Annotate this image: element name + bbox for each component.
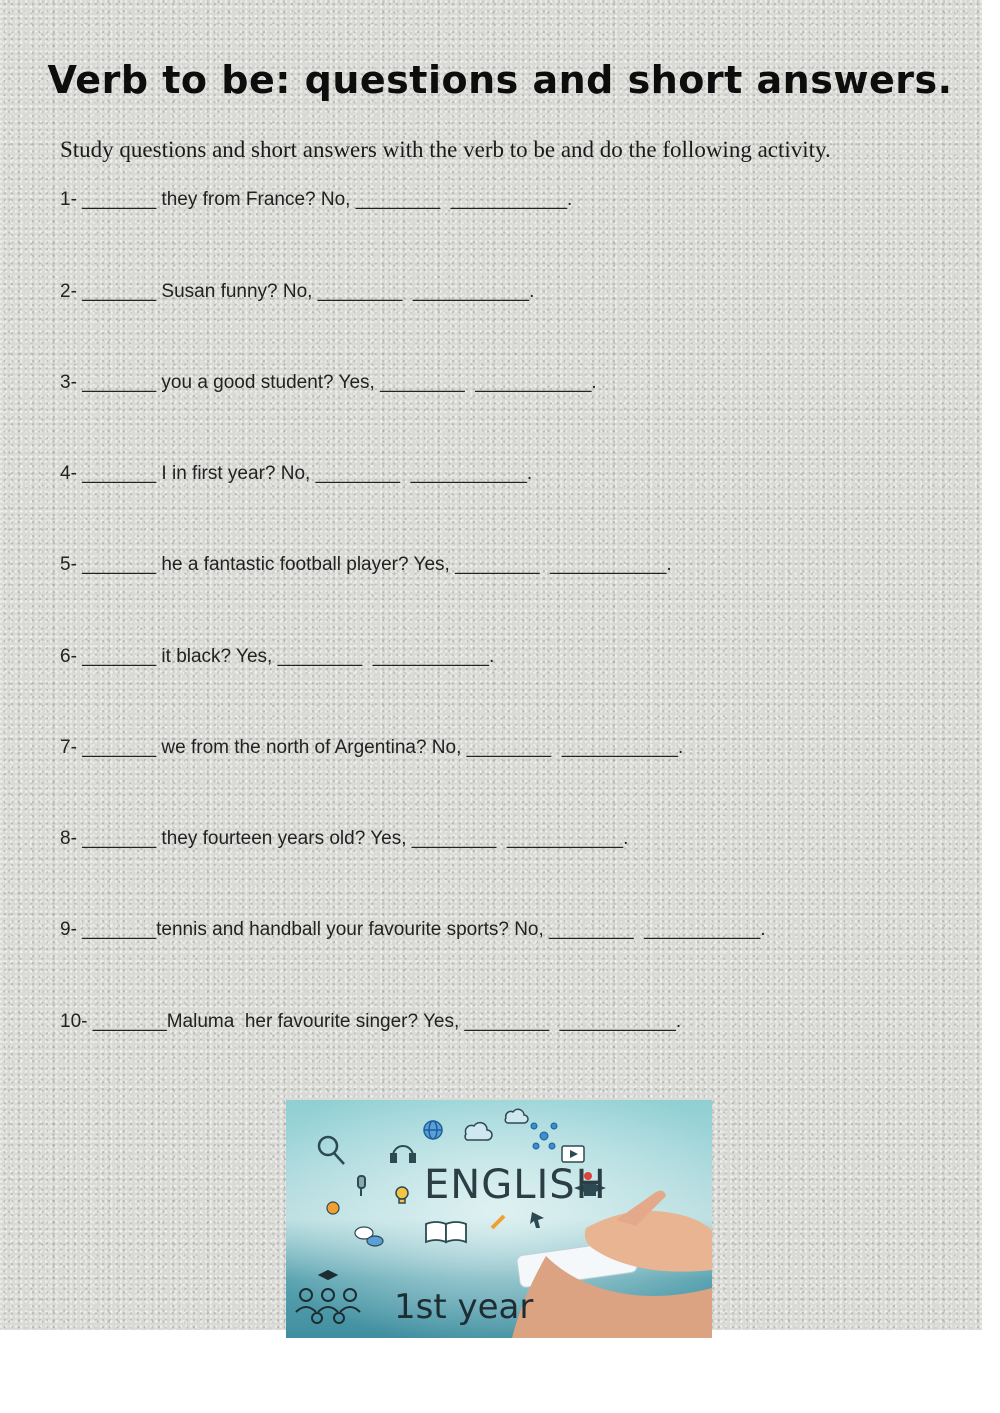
question-1: 1- _______ they from France? No, ________ ___________. — [60, 189, 573, 210]
english-illustration-art — [286, 1100, 712, 1338]
question-7: 7- _______ we from the north of Argentina? No, ________ ___________. — [60, 737, 684, 758]
instructions-text: Study questions and short answers with the verb to be and do the following activity. — [60, 137, 831, 162]
badge-icon — [327, 1202, 339, 1214]
question-5: 5- _______ he a fantastic football player? Yes, ________ ___________. — [60, 554, 672, 575]
worksheet-title: Verb to be: questions and short answers. — [47, 58, 953, 102]
english-illustration — [286, 1100, 712, 1338]
question-10: 10- _______Maluma her favourite singer? Yes, ________ ___________. — [60, 1011, 682, 1032]
book-icon — [426, 1222, 466, 1242]
english-word: ENGLISH — [424, 1162, 607, 1208]
question-3: 3- _______ you a good student? Yes, ________ ___________. — [60, 372, 597, 393]
question-6: 6- _______ it black? Yes, ________ ___________. — [60, 646, 495, 667]
year-caption: 1st year — [394, 1287, 534, 1327]
question-9: 9- _______tennis and handball your favourite sports? No, ________ ___________. — [60, 919, 766, 940]
video-icon — [562, 1146, 584, 1162]
question-2: 2- _______ Susan funny? No, ________ ___________. — [60, 281, 535, 302]
question-8: 8- _______ they fourteen years old? Yes, ________ ___________. — [60, 828, 629, 849]
question-4: 4- _______ I in first year? No, ________ ___________. — [60, 463, 533, 484]
globe-icon — [424, 1121, 442, 1139]
